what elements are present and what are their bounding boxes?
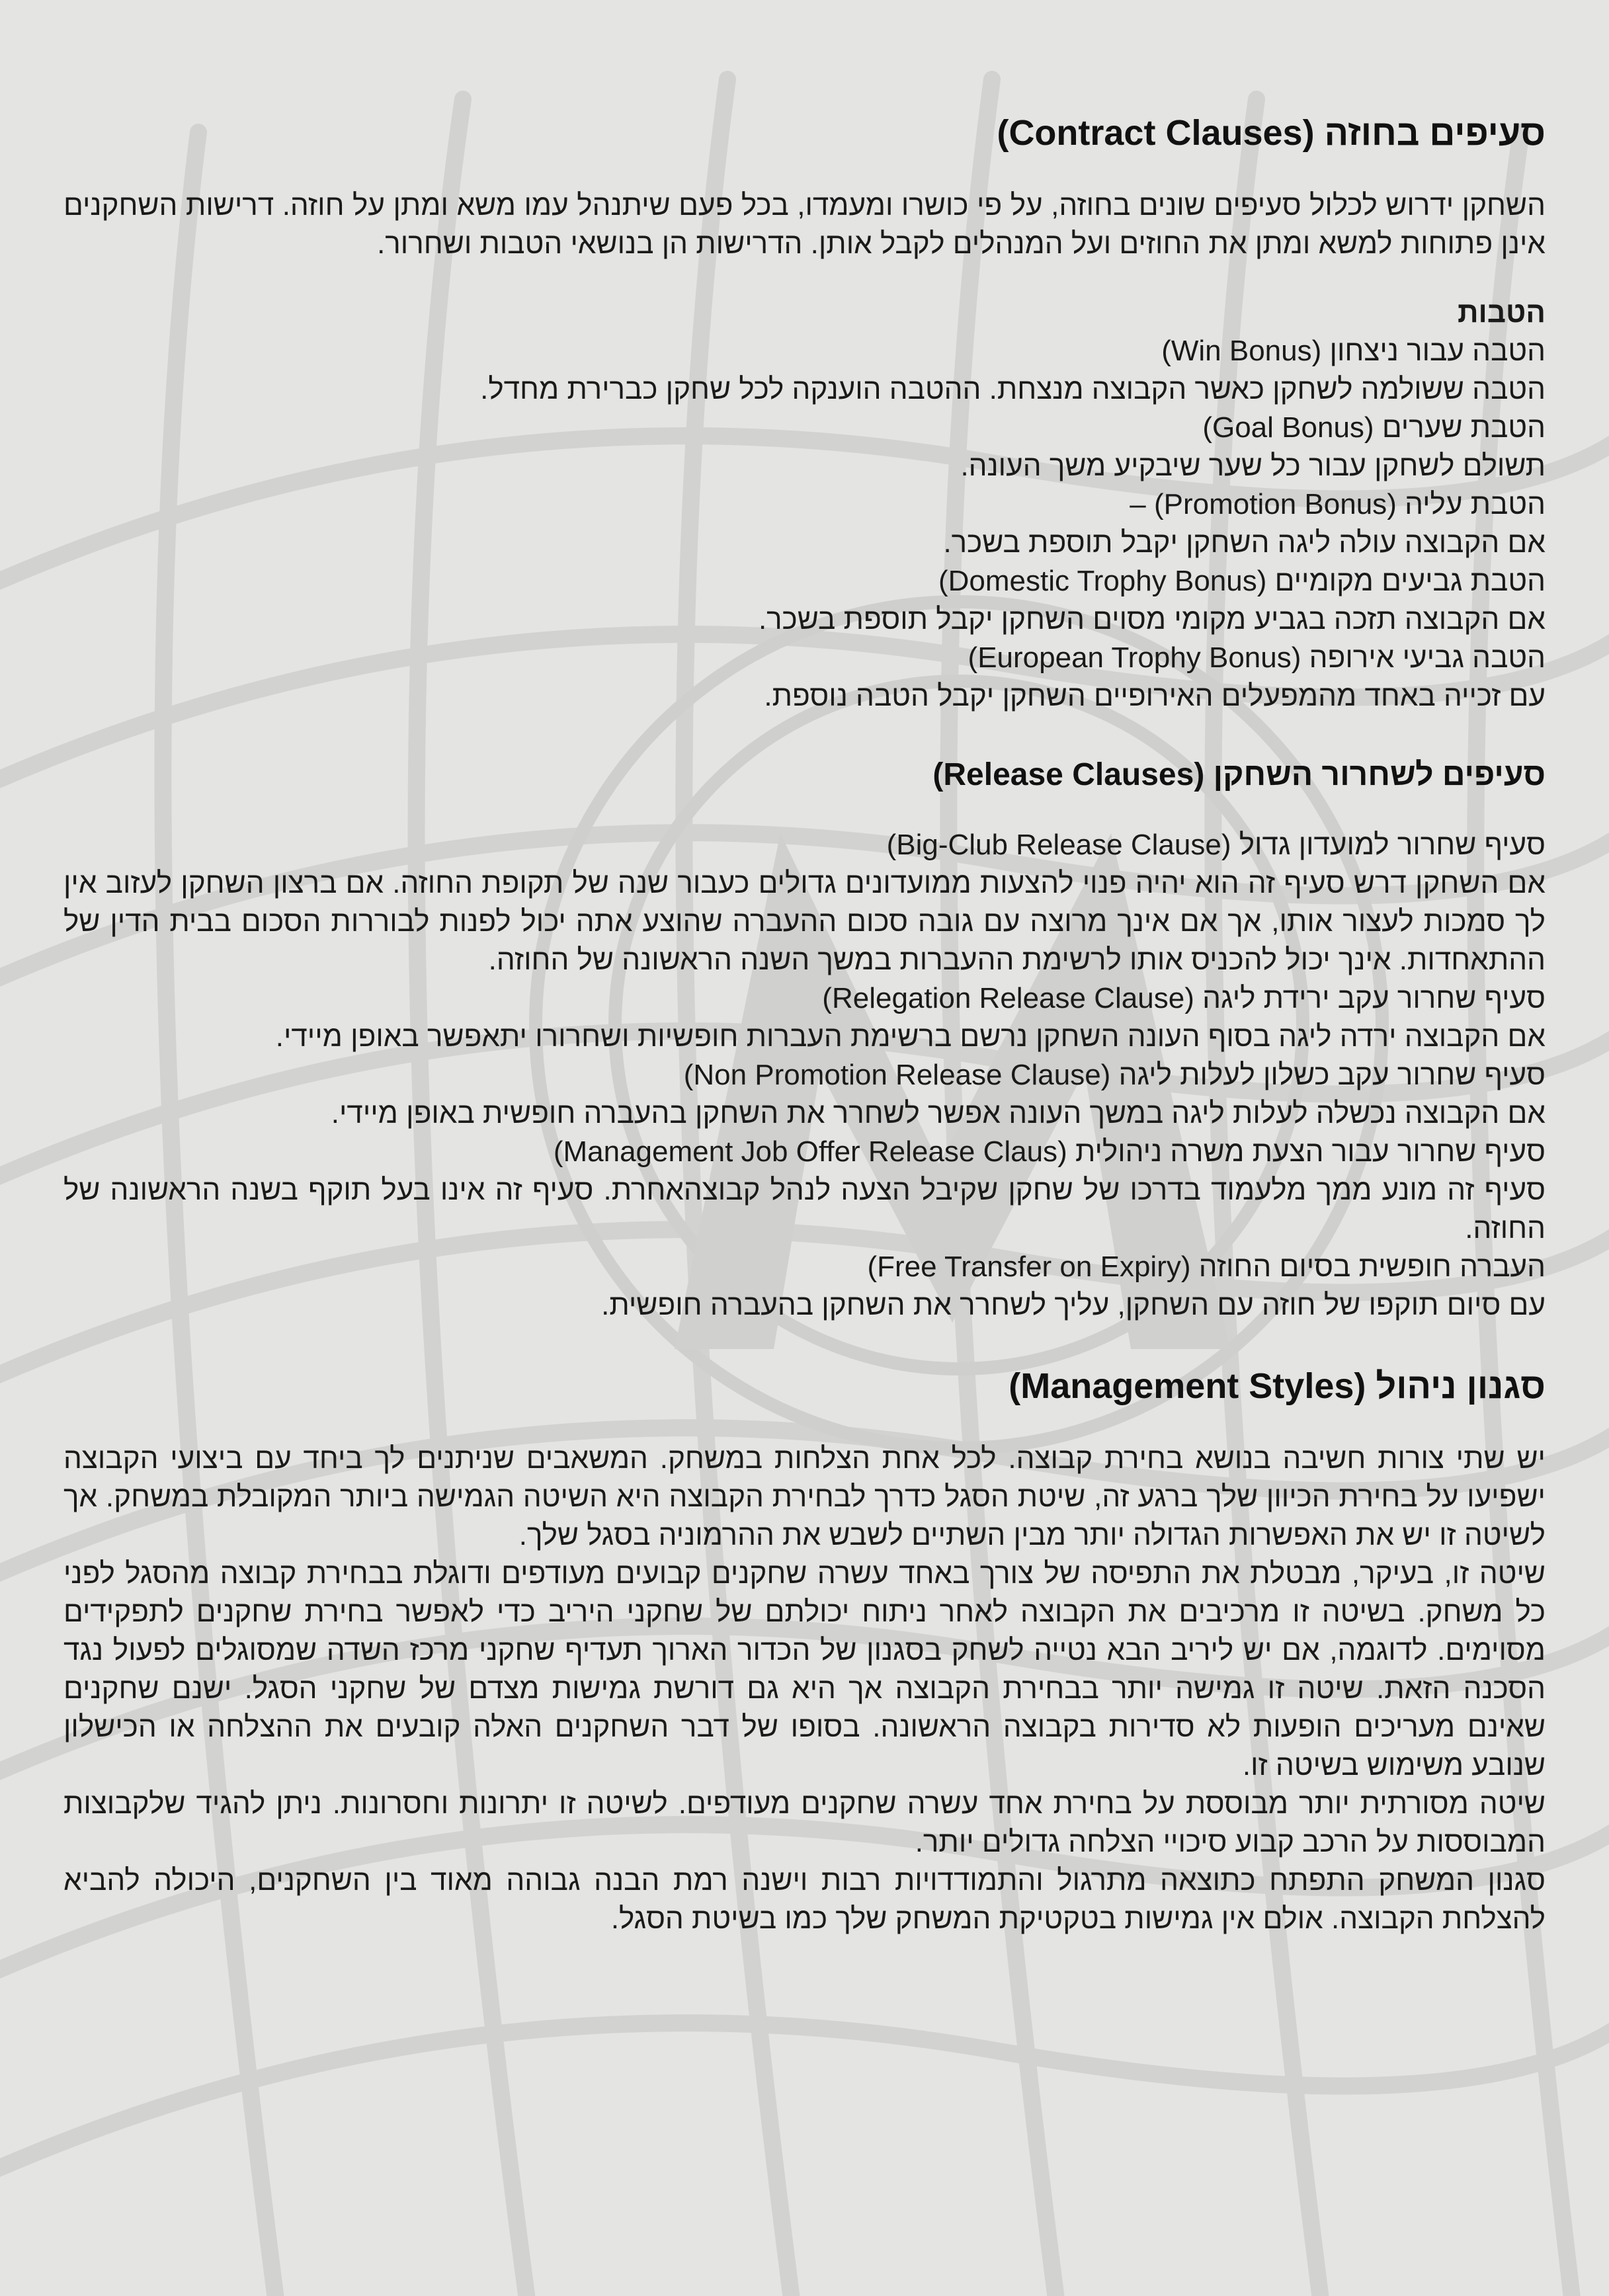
heading-text-en: (Contract Clauses) [997, 113, 1315, 153]
management-paragraph: יש שתי צורות חשיבה בנושא בחירת קבוצה. לכל אחת הצלחות במשחק. המשאבים שניתנים לך ביחד עם ביצועי הקבוצה ישפיעו על בחירת הכיוון שלך ברגע זה, שיטת הסגל כדרך לבחירת הקבוצה היא השיטה הגמישה ביותר המקובלת במשחק. אך לשיטה זו יש את האפשרות הגדולה יותר מבין השתיים לשבש את ההרמוניה בסגל שלך. [63, 1442, 1546, 1552]
bonus-item [63, 639, 1546, 716]
clause-description: אם הקבוצה נכשלה לעלות ליגה במשך העונה אפשר לשחרר את השחקן בהעברה חופשית באופן מיידי. [331, 1097, 1546, 1130]
bonus-title: הטבת עליה (Promotion Bonus) – [1130, 488, 1546, 521]
bonus-item [63, 332, 1546, 409]
release-clause-item [63, 1248, 1546, 1325]
clause-title: סעיף שחרור עבור הצעת משרה ניהולית (Management Job Offer Release Claus) [553, 1135, 1546, 1168]
bonus-title: הטבת שערים (Goal Bonus) [1202, 411, 1546, 444]
release-clause-item [63, 1056, 1546, 1133]
release-clause-item [63, 979, 1546, 1056]
bonus-description: הטבה ששולמה לשחקן כאשר הקבוצה מנצחת. ההטבה הוענקה לכל שחקן כברירת מחדל. [480, 373, 1546, 406]
document-body [63, 99, 1546, 1938]
release-clauses-section [63, 826, 1546, 1325]
clause-title: סעיף שחרור עקב ירידת ליגה (Relegation Release Clause) [822, 982, 1546, 1015]
bonuses-heading: הטבות [1457, 296, 1546, 329]
bonuses-section [63, 294, 1546, 716]
release-clause-item [63, 1133, 1546, 1248]
management-styles-section [63, 1440, 1546, 1938]
bonus-description: אם הקבוצה עולה ליגה השחקן יקבל תוספת בשכר. [943, 526, 1546, 559]
bonus-description: עם זכייה באחד מהמפעלים האירופיים השחקן יקבל הטבה נוספת. [764, 680, 1546, 713]
bonus-item [63, 562, 1546, 639]
clause-description: עם סיום תוקפו של חוזה עם השחקן, עליך לשחרר את השחקן בהעברה חופשית. [601, 1289, 1546, 1322]
bonus-item [63, 485, 1546, 562]
management-paragraph: סגנון המשחק התפתח כתוצאה מתרגול והתמודדויות רבות וישנה רמת הבנה גבוהה מאוד בין השחקנים, היכולה להביא להצלחת הקבוצה. אולם אין גמישות בטקטיקת המשחק שלך כמו בשיטת הסגל. [63, 1864, 1546, 1936]
management-paragraph: שיטה מסורתית יותר מבוססת על בחירת אחד עשרה שחקנים מעודפים. לשיטה זו יתרונות וחסרונות. ניתן להגיד שלקבוצות המבוססות על הרכב קבוע סיכויי הצלחה גדולים יותר. [63, 1787, 1546, 1859]
clause-title: סעיף שחרור למועדון גדול (Big-Club Release Clause) [886, 829, 1546, 862]
clause-title: סעיף שחרור עקב כשלון לעלות ליגה (Non Promotion Release Clause) [683, 1059, 1546, 1092]
contract-intro-paragraph: השחקן ידרוש לכלול סעיפים שונים בחוזה, על פי כושרו ומעמדו, בכל פעם שיתנהל עמו משא ומתן על חוזה. דרישות השחקנים אינן פתוחות למשא ומתן את החוזים ועל המנהלים לקבל אותן. הדרישות הן בנושאי הטבות ושחרור. [63, 189, 1546, 261]
heading-text-en: (Management Styles) [1009, 1366, 1366, 1407]
bonus-description: תשולם לשחקן עבור כל שער שיבקיע משך העונה. [960, 450, 1546, 483]
clause-description: אם השחקן דרש סעיף זה הוא יהיה פנוי להצעות ממועדונים גדולים כעבור שנה של תקופת החוזה. אם ברצון השחקן לעזוב אין לך סמכות לעצור אותו, אך אם אינך מרוצה עם גובה סכום ההעברה שהוצע אתה יכול לפנות לבוררות הסכום בבית הדין של ההתאחדות. אינך יכול להכניס אותו לרשימת ההעברות במשך השנה הראשונה של החוזה. [63, 867, 1546, 977]
management-paragraph: שיטה זו, בעיקר, מבטלת את התפיסה של צורך באחד עשרה שחקנים קבועים מעודפים ודוגלת בבחירת קבוצה מהסגל לפני כל משחק. בשיטה זו מרכיבים את הקבוצה לאחר ניתוח יכולתם של שחקני היריב כדי לאפשר בחירת שחקנים לתפקידים מסוימים. לדוגמה, אם יש ליריב הבא נטייה לשחק בסגנון של הכדור הארוך תעדיף שחקני מרכז השדה שמסוגלים לפעול נגד הסכנה הזאת. שיטה זו גמישה יותר בבחירת הקבוצה אך היא גם דורשת גמישות מצדם של שחקני הסגל. ישנם שחקנים שאינם מעריכים הופעות לא סדירות בקבוצה הראשונה. בסופו של דבר השחקנים האלה קובעים את ההצלחה או הכישלון שנובע משימוש בשיטה זו. [63, 1557, 1546, 1782]
section-heading-release-clauses [63, 757, 1546, 793]
release-clause-item [63, 826, 1546, 979]
heading-text-he: סעיפים לשחרור השחקן [1213, 757, 1546, 793]
bonus-title: הטבה גביעי אירופה (European Trophy Bonus) [968, 641, 1546, 675]
bonus-title: הטבת גביעים מקומיים (Domestic Trophy Bonus) [938, 565, 1546, 598]
bonus-description: אם הקבוצה תזכה בגביע מקומי מסוים השחקן יקבל תוספת בשכר. [758, 603, 1546, 636]
clause-title: העברה חופשית בסיום החוזה (Free Transfer on Expiry) [867, 1250, 1546, 1284]
heading-text-he: סעיפים בחוזה [1324, 113, 1546, 153]
heading-text-en: (Release Clauses) [932, 757, 1205, 793]
bonus-item [63, 409, 1546, 485]
heading-text-he: סגנון ניהול [1376, 1366, 1546, 1407]
section-heading-contract-clauses [63, 112, 1546, 153]
bonus-title: הטבה עבור ניצחון (Win Bonus) [1161, 335, 1546, 368]
section-heading-management-styles [63, 1366, 1546, 1407]
clause-description: אם הקבוצה ירדה ליגה בסוף העונה השחקן נרשם ברשימת העברות חופשיות ושחרורו יתאפשר באופן מיידי. [275, 1020, 1546, 1053]
clause-description: סעיף זה מונע ממך מלעמוד בדרכו של שחקן שקיבל הצעה לנהל קבוצהאחרת. סעיף זה אינו בעל תוקף בשנה הראשונה של החוזה. [63, 1174, 1546, 1245]
